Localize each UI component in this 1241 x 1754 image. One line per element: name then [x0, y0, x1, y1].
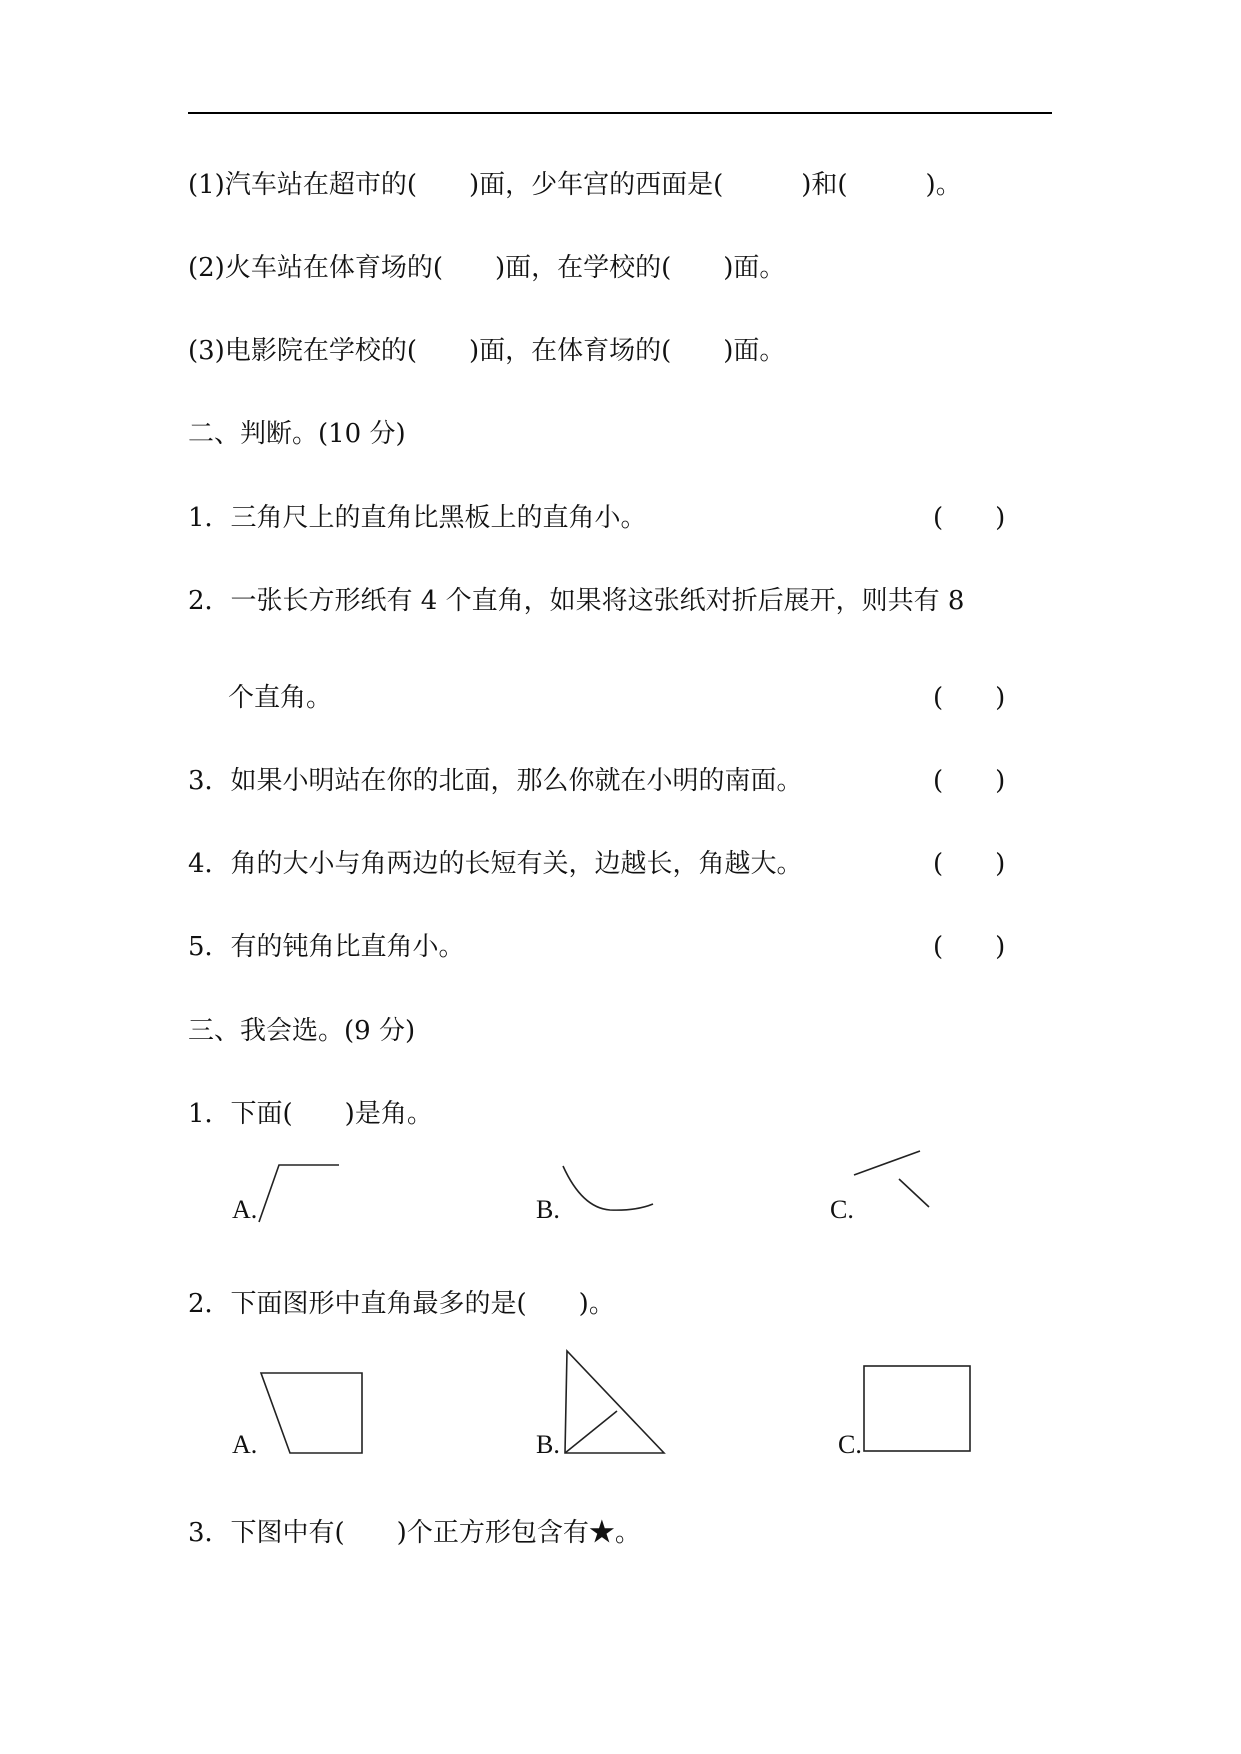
q2-figure-b-triangle	[560, 1345, 672, 1461]
header-rule	[188, 112, 1052, 114]
judge-answer-4[interactable]: ( )	[933, 849, 1006, 879]
part1-question-2: (2)火车站在体育场的( )面，在学校的( )面。	[188, 253, 786, 283]
judge-item-2-continued: 个直角。	[228, 683, 333, 713]
q2-figure-a-quadrilateral	[256, 1365, 368, 1461]
judge-item-4: 4．角的大小与角两边的长短有关，边越长，角越大。	[188, 849, 803, 879]
choice-question-1: 1．下面( )是角。	[188, 1099, 433, 1129]
part1-question-3: (3)电影院在学校的( )面，在体育场的( )面。	[188, 336, 786, 366]
q2-figure-c-rectangle	[860, 1362, 978, 1462]
judge-answer-1[interactable]: ( )	[933, 503, 1006, 533]
section-2-heading: 二、判断。(10 分)	[188, 419, 406, 449]
choice-question-2: 2．下面图形中直角最多的是( )。	[188, 1289, 615, 1319]
judge-item-2: 2．一张长方形纸有 4 个直角，如果将这张纸对折后展开，则共有 8	[188, 586, 965, 616]
q1-figure-b	[560, 1160, 660, 1230]
judge-item-1: 1．三角尺上的直角比黑板上的直角小。	[188, 503, 647, 533]
judge-answer-3[interactable]: ( )	[933, 766, 1006, 796]
judge-item-5: 5．有的钝角比直角小。	[188, 932, 465, 962]
q1-option-c-label[interactable]: C.	[830, 1195, 854, 1224]
section-3-heading: 三、我会选。(9 分)	[188, 1016, 416, 1046]
q2-option-c-label[interactable]: C.	[838, 1430, 862, 1459]
q1-figure-a	[255, 1160, 345, 1230]
judge-answer-2[interactable]: ( )	[933, 683, 1006, 713]
judge-item-3: 3．如果小明站在你的北面，那么你就在小明的南面。	[188, 766, 803, 796]
q2-option-b-label[interactable]: B.	[536, 1430, 560, 1459]
part1-question-1: (1)汽车站在超市的( )面，少年宫的西面是( )和( )。	[188, 170, 962, 200]
q2-option-a-label[interactable]: A.	[232, 1430, 258, 1459]
q1-option-a-label[interactable]: A.	[232, 1195, 258, 1224]
q1-figure-c	[848, 1145, 948, 1235]
choice-question-3: 3．下图中有( )个正方形包含有★。	[188, 1518, 641, 1548]
q1-option-b-label[interactable]: B.	[536, 1195, 560, 1224]
judge-answer-5[interactable]: ( )	[933, 932, 1006, 962]
